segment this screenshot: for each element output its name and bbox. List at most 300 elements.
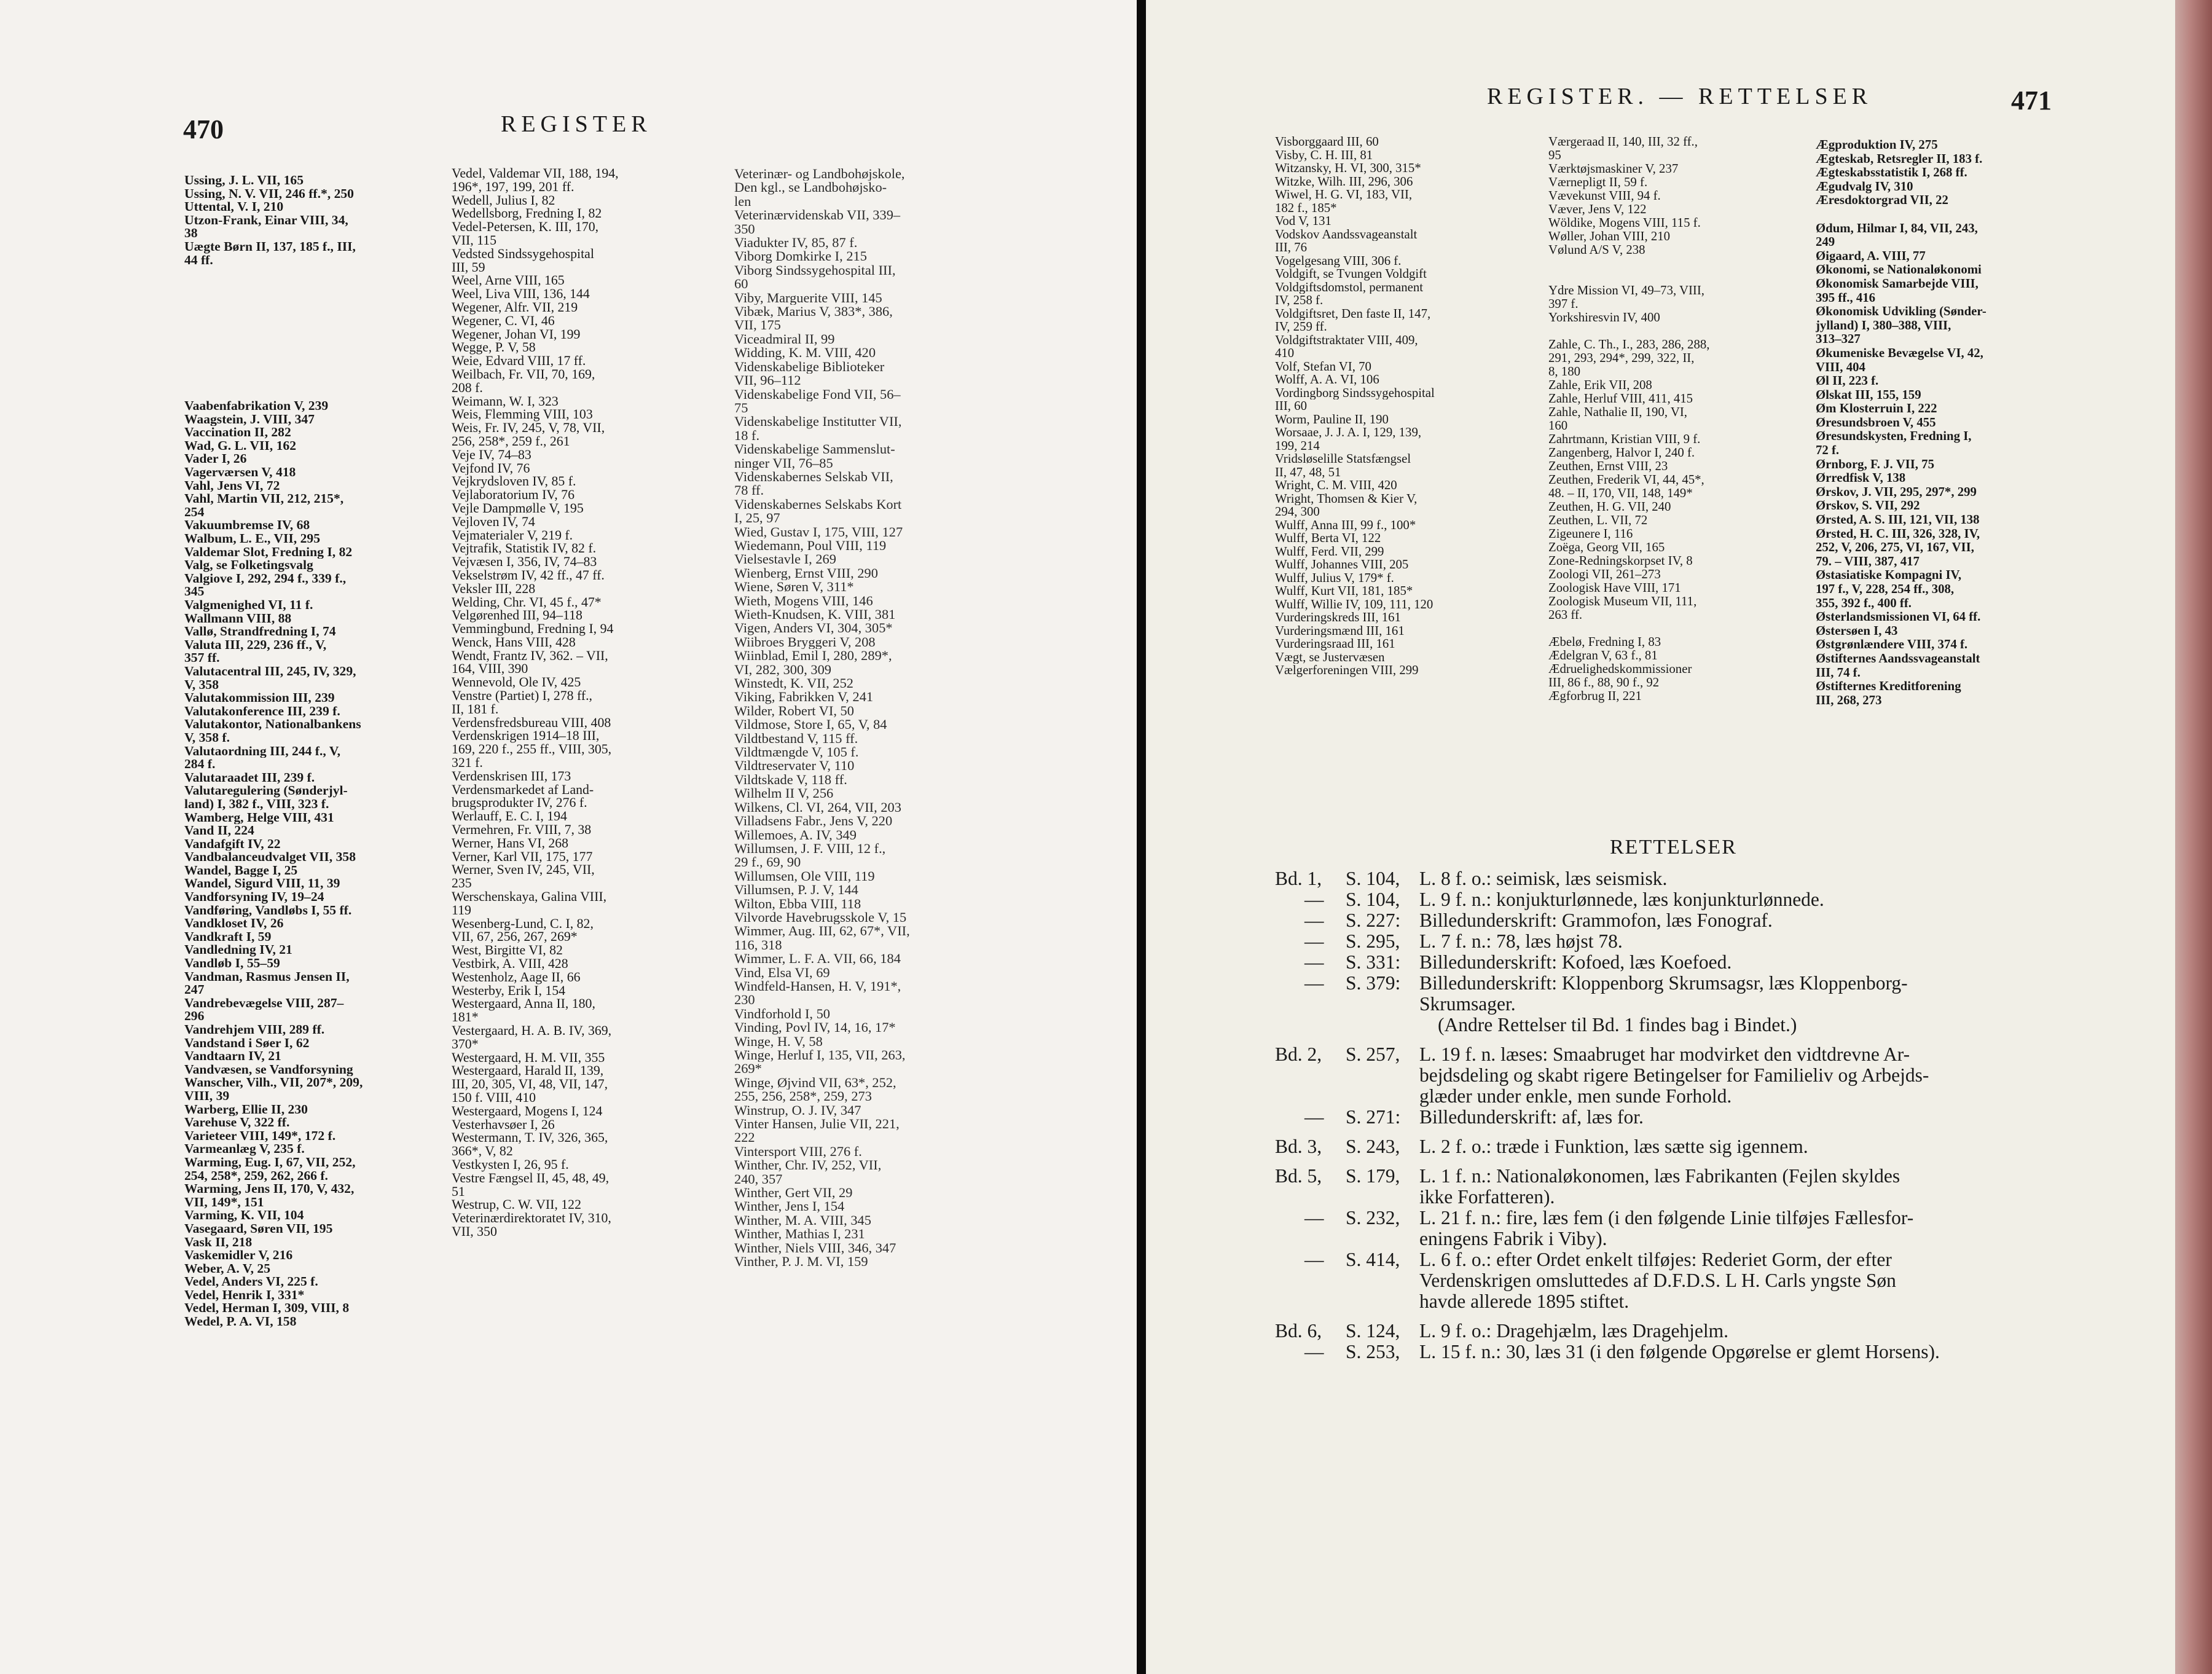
- index-entry: Wendt, Frantz IV, 362. – VII,: [452, 649, 608, 663]
- index-entry: 350: [734, 222, 755, 237]
- errata-line: Verdenskrigen omsluttedes af D.F.D.S. L H. Carls yngste Søn: [1419, 1270, 1896, 1291]
- index-entry: Verdensfredsbureau VIII, 408: [452, 716, 611, 730]
- index-entry: Wöldike, Mogens VIII, 115 f.: [1548, 216, 1701, 230]
- index-entry: Winge, H. V, 58: [734, 1034, 823, 1048]
- index-entry: 252, V, 206, 275, VI, 167, VII,: [1816, 541, 1974, 555]
- index-entry: Wulff, Julius V, 179* f.: [1275, 571, 1394, 584]
- errata-line: L. 9 f. n.: konjukturlønnede, læs konjunkturlønnede.: [1419, 889, 1824, 910]
- index-entry: Østgrønlændere VIII, 374 f.: [1816, 638, 1968, 652]
- index-entry: 249: [1816, 235, 1835, 250]
- index-entry: Weel, Liva VIII, 136, 144: [452, 288, 590, 301]
- index-entry: Vindforhold I, 50: [734, 1007, 830, 1021]
- index-entry: 240, 357: [734, 1172, 783, 1187]
- index-entry: Westenholz, Aage II, 66: [452, 970, 581, 984]
- index-column-4: [1275, 135, 1533, 677]
- index-entry: Øigaard, A. VIII, 77: [1816, 249, 1926, 263]
- index-entry: Worm, Pauline II, 190: [1275, 412, 1389, 426]
- index-entry: Videnskabelige Institutter VII,: [734, 415, 902, 429]
- errata-line: L. 19 f. n. læses: Smaabruget har modvirket den vidtdrevne Ar-: [1419, 1043, 1910, 1065]
- index-entry: Veterinærdirektoratet IV, 310,: [452, 1212, 611, 1225]
- index-entry: Wieth, Mogens VIII, 146: [734, 594, 873, 608]
- index-entry: VIII, 39: [184, 1089, 230, 1103]
- index-entry: Vestergaard, H. A. B. IV, 369,: [452, 1024, 612, 1038]
- index-entry: Vandløb I, 55–59: [184, 957, 280, 970]
- index-entry: Zahle, Herluf VIII, 411, 415: [1548, 392, 1693, 406]
- index-entry: 18 f.: [734, 428, 760, 443]
- index-entry: Vibæk, Marius V, 383*, 386,: [734, 305, 893, 319]
- index-entry: 255, 256, 258*, 259, 273: [734, 1090, 872, 1104]
- index-entry: Weie, Edvard VIII, 17 ff.: [452, 355, 586, 368]
- index-entry: Vridsløselille Statsfængsel: [1275, 452, 1411, 466]
- errata-volume: —: [1304, 1106, 1324, 1128]
- index-entry: Valutakontor, Nationalbankens: [184, 718, 361, 731]
- index-entry: Valutaordning III, 244 f., V,: [184, 744, 341, 758]
- index-entry: Vandvæsen, se Vandforsyning: [184, 1063, 353, 1077]
- index-entry: Zeuthen, Ernst VIII, 23: [1548, 460, 1668, 473]
- index-entry: [184, 387, 442, 400]
- index-entry: Wamberg, Helge VIII, 431: [184, 811, 334, 825]
- errata-text: [1419, 910, 2074, 931]
- errata-entry: [1275, 1208, 2074, 1249]
- index-entry: Værktøjsmaskiner V, 237: [1548, 162, 1679, 176]
- index-entry: Ægproduktion IV, 275: [1816, 138, 1938, 152]
- index-entry: 294, 300: [1275, 505, 1320, 519]
- errata-text: [1419, 868, 2074, 889]
- index-entry: Veterinærvidenskab VII, 339–: [734, 208, 901, 222]
- index-entry: Vedel-Petersen, K. III, 170,: [452, 221, 599, 234]
- errata-page: S. 179,: [1346, 1165, 1400, 1187]
- errata-line: L. 7 f. n.: 78, læs højst 78.: [1419, 930, 1623, 952]
- index-entry: Wulff, Ferd. VII, 299: [1275, 544, 1384, 558]
- index-entry: Vilvorde Havebrugsskole V, 15: [734, 910, 907, 925]
- index-entry: Vader I, 26: [184, 452, 247, 466]
- index-entry: Viby, Marguerite VIII, 145: [734, 291, 882, 305]
- index-entry: Ydre Mission VI, 49–73, VIII,: [1548, 284, 1704, 297]
- errata-volume: —: [1304, 972, 1324, 994]
- index-entry: Ædelgran V, 63 f., 81: [1548, 649, 1658, 662]
- errata-text: [1419, 1136, 2074, 1157]
- index-entry: Winge, Øjvind VII, 63*, 252,: [734, 1075, 896, 1090]
- index-entry: Verdenskrisen III, 173: [452, 769, 571, 784]
- index-entry: 284 f.: [184, 758, 216, 771]
- index-entry: Vandforsyning IV, 19–24: [184, 890, 324, 904]
- index-entry: Verdensmarkedet af Land-: [452, 783, 594, 797]
- index-entry: Wilhelm II V, 256: [734, 787, 834, 801]
- index-entry: Vagerværsen V, 418: [184, 466, 296, 479]
- index-entry: Wiibroes Bryggeri V, 208: [734, 635, 876, 650]
- index-entry: Wiedemann, Poul VIII, 119: [734, 538, 887, 553]
- index-entry: 313–327: [1816, 332, 1861, 347]
- index-entry: Vasegaard, Søren VII, 195: [184, 1222, 333, 1236]
- errata-text: [1419, 952, 2074, 973]
- index-entry: Wulff, Willie IV, 109, 111, 120: [1275, 597, 1433, 611]
- index-entry: Wright, C. M. VIII, 420: [1275, 479, 1397, 492]
- errata-entry: [1275, 1249, 2074, 1312]
- index-entry: Wilton, Ebba VIII, 118: [734, 897, 861, 911]
- index-entry: [1548, 622, 1806, 635]
- index-entry: III, 74 f.: [1816, 666, 1861, 680]
- index-entry: 160: [1548, 419, 1568, 433]
- index-entry: Viadukter IV, 85, 87 f.: [734, 236, 858, 250]
- index-entry: Winstrup, O. J. IV, 347: [734, 1103, 861, 1118]
- index-entry: Østasiatiske Kompagni IV,: [1816, 568, 1962, 583]
- index-entry: Vildmose, Store I, 65, V, 84: [734, 718, 887, 732]
- index-entry: Økonomisk Udvikling (Sønder-: [1816, 305, 1986, 319]
- index-entry: Waagstein, J. VIII, 347: [184, 412, 315, 426]
- index-entry: Wied, Gustav I, 175, VIII, 127: [734, 525, 903, 539]
- errata-page: S. 253,: [1346, 1341, 1400, 1362]
- index-entry: 366*, V, 82: [452, 1145, 513, 1158]
- index-entry: Vurderingskreds III, 161: [1275, 611, 1401, 624]
- errata-text: [1419, 1249, 2074, 1312]
- errata-volume: Bd. 5,: [1275, 1165, 1322, 1187]
- index-entry: Villadsens Fabr., Jens V, 220: [734, 814, 893, 828]
- index-entry: Vaccination II, 282: [184, 426, 291, 439]
- index-entry: Zoologisk Museum VII, 111,: [1548, 595, 1697, 608]
- index-entry: brugsprodukter IV, 276 f.: [452, 796, 587, 811]
- errata-line: L. 8 f. o.: seimisk, læs seismisk.: [1419, 868, 1668, 889]
- index-entry: Ægteskab, Retsregler II, 183 f.: [1816, 152, 1983, 166]
- index-entry: Vand II, 224: [184, 824, 254, 838]
- index-entry: 95: [1548, 149, 1561, 162]
- index-entry: Ørsted, A. S. III, 121, VII, 138: [1816, 513, 1980, 527]
- index-entry: 321 f.: [452, 756, 483, 770]
- index-entry: Witzansky, H. VI, 300, 315*: [1275, 162, 1421, 175]
- index-entry: [184, 333, 442, 347]
- index-entry: Zahle, Nathalie II, 190, VI,: [1548, 406, 1687, 419]
- errata-entry: [1275, 868, 2074, 889]
- index-entry: Walbum, L. E., VII, 295: [184, 532, 320, 546]
- errata-page: S. 271:: [1346, 1106, 1401, 1128]
- index-entry: Vedel, Henrik I, 331*: [184, 1288, 305, 1302]
- index-entry: Westergaard, Mogens I, 124: [452, 1104, 603, 1118]
- index-entry: Werlauff, E. C. I, 194: [452, 810, 567, 824]
- index-entry: Weel, Arne VIII, 165: [452, 274, 565, 288]
- index-entry: Øresundsbroen V, 455: [1816, 415, 1936, 430]
- index-entry: Wiwel, H. G. VI, 183, VII,: [1275, 188, 1413, 202]
- index-entry: Ølskat III, 155, 159: [1816, 388, 1921, 402]
- index-entry: 60: [734, 277, 748, 291]
- index-entry: Vind, Elsa VI, 69: [734, 965, 830, 980]
- errata-line: Billedunderskrift: Kloppenborg Skrumsagsr, læs Kloppenborg-: [1419, 972, 1908, 994]
- index-entry: Øresundskysten, Fredning I,: [1816, 430, 1972, 444]
- errata-page: S. 104,: [1346, 868, 1400, 889]
- index-column-1: [184, 174, 442, 1329]
- index-entry: 247: [184, 983, 205, 997]
- index-entry: Velgørenhed III, 94–118: [452, 609, 582, 623]
- index-entry: Volf, Stefan VI, 70: [1275, 360, 1371, 373]
- index-entry: Wenck, Hans VIII, 428: [452, 635, 576, 650]
- index-entry: Utzon-Frank, Einar VIII, 34,: [184, 213, 348, 227]
- index-entry: Vurderingsmænd III, 161: [1275, 624, 1405, 637]
- index-entry: Werschenskaya, Galina VIII,: [452, 890, 607, 904]
- errata-page: S. 295,: [1346, 930, 1400, 952]
- index-entry: Ægudvalg IV, 310: [1816, 179, 1913, 194]
- index-entry: Wallmann VIII, 88: [184, 611, 292, 626]
- index-entry: III, 60: [1275, 399, 1307, 413]
- index-entry: Vejlaboratorium IV, 76: [452, 489, 575, 502]
- index-entry: Weimann, W. I, 323: [452, 395, 559, 409]
- index-entry: Vakuumbremse IV, 68: [184, 519, 310, 533]
- index-entry: [184, 320, 442, 334]
- index-entry: 222: [734, 1131, 755, 1145]
- book-edge: [2175, 0, 2212, 1674]
- index-entry: Winther, M. A. VIII, 345: [734, 1213, 871, 1228]
- index-entry: 29 f., 69, 90: [734, 855, 801, 870]
- index-entry: 397 f.: [1548, 297, 1579, 311]
- index-entry: Vildtbestand V, 115 ff.: [734, 731, 858, 746]
- index-entry: Vægt, se Justervæsen: [1275, 650, 1385, 664]
- index-entry: Østifternes Aandssvageanstalt: [1816, 651, 1980, 666]
- errata-page: S. 331:: [1346, 951, 1401, 973]
- index-entry: 254: [184, 505, 205, 519]
- index-entry: Warberg, Ellie II, 230: [184, 1102, 308, 1117]
- index-entry: Wright, Thomsen & Kier V,: [1275, 492, 1418, 505]
- index-entry: 197 f., V, 228, 254 ff., 308,: [1816, 583, 1955, 596]
- index-entry: Vodskov Aandssvageanstalt: [1275, 227, 1418, 241]
- index-entry: Øl II, 223 f.: [1816, 374, 1879, 388]
- rettelser-heading: RETTELSER: [1610, 836, 1737, 859]
- index-entry: Vejkrydsloven IV, 85 f.: [452, 475, 576, 489]
- index-entry: Æresdoktorgrad VII, 22: [1816, 194, 1948, 208]
- index-entry: 410: [1275, 347, 1295, 360]
- index-entry: Valuta III, 229, 236 ff., V,: [184, 638, 327, 652]
- errata-text: [1419, 1321, 2074, 1342]
- index-entry: Zoologi VII, 261–273: [1548, 568, 1661, 581]
- index-entry: Zone-Redningskorpset IV, 8: [1548, 554, 1693, 568]
- index-entry: [184, 267, 442, 280]
- index-entry: IV, 258 f.: [1275, 294, 1324, 307]
- index-entry: Valdemar Slot, Fredning I, 82: [184, 545, 353, 559]
- errata-volume: Bd. 3,: [1275, 1136, 1322, 1157]
- index-entry: Vandbalanceudvalget VII, 358: [184, 851, 356, 864]
- index-entry: Ussing, N. V. VII, 246 ff.*, 250: [184, 187, 354, 201]
- index-entry: V, 358: [184, 678, 219, 692]
- index-entry: Wolff, A. A. VI, 106: [1275, 373, 1379, 387]
- index-entry: 208 f.: [452, 381, 483, 395]
- index-entry: Vedel, Herman I, 309, VIII, 8: [184, 1302, 350, 1316]
- index-entry: Villumsen, P. J. V, 144: [734, 883, 858, 897]
- index-entry: Widding, K. M. VIII, 420: [734, 346, 876, 360]
- index-entry: Vandkraft I, 59: [184, 930, 272, 944]
- index-entry: Vedel, Valdemar VII, 188, 194,: [452, 167, 619, 181]
- errata-text: [1419, 1107, 2074, 1128]
- index-entry: Veksler III, 228: [452, 582, 536, 596]
- errata-entry: [1275, 889, 2074, 910]
- index-entry: 79. – VIII, 387, 417: [1816, 554, 1920, 568]
- index-entry: Winther, Jens I, 154: [734, 1200, 845, 1214]
- index-entry: Vildtskade V, 118 ff.: [734, 772, 847, 787]
- index-entry: 75: [734, 401, 748, 415]
- errata-volume: —: [1304, 951, 1324, 973]
- errata-volume: —: [1304, 889, 1324, 910]
- index-entry: Zeuthen, L. VII, 72: [1548, 514, 1648, 527]
- index-entry: Wieth-Knudsen, K. VIII, 381: [734, 608, 896, 622]
- index-entry: III, 59: [452, 261, 485, 275]
- index-entry: Yorkshiresvin IV, 400: [1548, 311, 1660, 324]
- index-entry: Wegener, C. VI, 46: [452, 314, 555, 328]
- errata-line: eningens Fabrik i Viby).: [1419, 1228, 1607, 1249]
- index-entry: Valutaraadet III, 239 f.: [184, 771, 315, 785]
- index-entry: Økonomisk Samarbejde VIII,: [1816, 277, 1979, 291]
- index-entry: Vestkysten I, 26, 95 f.: [452, 1158, 569, 1172]
- index-entry: Vedel, Anders VI, 225 f.: [184, 1275, 318, 1289]
- index-entry: Viceadmiral II, 99: [734, 332, 835, 347]
- index-entry: Vigen, Anders VI, 304, 305*: [734, 621, 893, 635]
- index-entry: Venstre (Partiet) I, 278 ff.,: [452, 690, 593, 703]
- errata-page: S. 414,: [1346, 1249, 1400, 1270]
- index-entry: Vintersport VIII, 276 f.: [734, 1144, 862, 1159]
- index-entry: Vahl, Jens VI, 72: [184, 479, 280, 493]
- running-head-left: REGISTER: [501, 111, 652, 137]
- index-entry: Valutaregulering (Sønderjyl-: [184, 784, 348, 798]
- index-entry: Westermann, T. IV, 326, 365,: [452, 1131, 608, 1145]
- index-entry: Werner, Sven IV, 245, VII,: [452, 863, 595, 878]
- index-entry: Vurderingsraad III, 161: [1275, 637, 1395, 651]
- index-entry: Vandledning IV, 21: [184, 943, 292, 957]
- index-entry: 345: [184, 585, 205, 599]
- errata-page: S. 124,: [1346, 1320, 1400, 1342]
- index-entry: Valutakonference III, 239 f.: [184, 704, 340, 718]
- index-entry: Zoologisk Have VIII, 171: [1548, 581, 1681, 595]
- index-entry: Værnepligt II, 59 f.: [1548, 176, 1648, 189]
- errata-text: [1419, 973, 2074, 1035]
- index-entry: Vaskemidler V, 216: [184, 1249, 293, 1262]
- index-entry: Vandrebevægelse VIII, 287–: [184, 996, 344, 1010]
- index-entry: Vestre Fængsel II, 45, 48, 49,: [452, 1171, 610, 1185]
- index-entry: Weis, Fr. IV, 245, V, 78, VII,: [452, 422, 605, 435]
- index-entry: VI, 282, 300, 309: [734, 662, 831, 677]
- errata-line: Skrumsager.: [1419, 993, 1516, 1015]
- index-entry: Willumsen, Ole VIII, 119: [734, 869, 875, 884]
- index-entry: Verner, Karl VII, 175, 177: [452, 850, 593, 864]
- index-entry: Wegener, Alfr. VII, 219: [452, 301, 578, 315]
- index-entry: [1548, 257, 1806, 270]
- index-entry: Ørsted, H. C. III, 326, 328, IV,: [1816, 527, 1980, 541]
- index-entry: Wimmer, L. F. A. VII, 66, 184: [734, 952, 901, 966]
- index-entry: Vestbirk, A. VIII, 428: [452, 957, 568, 971]
- errata-line: L. 1 f. n.: Nationaløkonomen, læs Fabrikanten (Fejlen skyldes: [1419, 1165, 1900, 1187]
- index-entry: 256, 258*, 259 f., 261: [452, 434, 570, 449]
- index-entry: Varmeanlæg V, 235 f.: [184, 1142, 305, 1156]
- errata-line: bejdsdeling og skabt rigere Betingelser for Familieliv og Arbejds-: [1419, 1064, 1929, 1086]
- index-entry: Øm Klosterruin I, 222: [1816, 402, 1937, 416]
- index-entry: Ægteskabsstatistik I, 268 ff.: [1816, 166, 1967, 180]
- index-entry: 182 f., 185*: [1275, 201, 1337, 214]
- index-entry: Værgeraad II, 140, III, 32 ff.,: [1548, 135, 1698, 149]
- index-entry: Vielsestavle I, 269: [734, 552, 836, 567]
- index-entry: Voldgiftsret, Den faste II, 147,: [1275, 307, 1431, 320]
- index-entry: Viking, Fabrikken V, 241: [734, 690, 874, 704]
- index-entry: [184, 373, 442, 387]
- index-entry: VII, 175: [734, 318, 781, 332]
- errata-line: Billedunderskrift: af, læs for.: [1419, 1106, 1644, 1128]
- index-entry: Østerlandsmissionen VI, 64 ff.: [1816, 610, 1981, 624]
- errata-line: L. 21 f. n.: fire, læs fem (i den følgende Linie tilføjes Fællesfor-: [1419, 1207, 1914, 1228]
- index-entry: Wandel, Sigurd VIII, 11, 39: [184, 877, 340, 891]
- index-entry: West, Birgitte VI, 82: [452, 944, 563, 958]
- index-entry: III, 20, 305, VI, 48, VII, 147,: [452, 1078, 608, 1091]
- index-entry: Wesenberg-Lund, C. I, 82,: [452, 917, 594, 931]
- index-entry: Videnskabelige Fond VII, 56–: [734, 387, 901, 401]
- index-entry: 150 f. VIII, 410: [452, 1091, 536, 1105]
- errata-page: S. 379:: [1346, 972, 1401, 994]
- index-entry: Vandtaarn IV, 21: [184, 1050, 281, 1063]
- index-entry: Westergaard, H. M. VII, 355: [452, 1051, 605, 1065]
- index-entry: Ørredfisk V, 138: [1816, 471, 1906, 485]
- errata-line: Billedunderskrift: Kofoed, læs Koefoed.: [1419, 951, 1732, 973]
- index-entry: land) I, 382 f., VIII, 323 f.: [184, 797, 329, 811]
- index-entry: 370*: [452, 1037, 479, 1051]
- errata-volume: —: [1304, 930, 1324, 952]
- index-entry: Varieteer VIII, 149*, 172 f.: [184, 1129, 336, 1143]
- index-entry: Valgiove I, 292, 294 f., 339 f.,: [184, 572, 347, 586]
- index-entry: VII, 350: [452, 1225, 497, 1239]
- index-entry: Videnskabelige Biblioteker: [734, 360, 885, 374]
- errata-line: ikke Forfatteren).: [1419, 1186, 1555, 1208]
- index-entry: I, 25, 97: [734, 511, 780, 525]
- index-entry: Vekselstrøm IV, 42 ff., 47 ff.: [452, 568, 605, 583]
- index-entry: Visby, C. H. III, 81: [1275, 148, 1373, 162]
- index-column-2: [452, 167, 722, 1239]
- index-entry: Wulff, Berta VI, 122: [1275, 532, 1381, 545]
- index-entry: 8, 180: [1548, 365, 1580, 379]
- errata-volume: Bd. 1,: [1275, 868, 1322, 889]
- index-entry: Zeuthen, Frederik VI, 44, 45*,: [1548, 473, 1704, 487]
- index-entry: Witzke, Wilh. III, 296, 306: [1275, 175, 1413, 188]
- index-entry: Winther, Mathias I, 231: [734, 1227, 865, 1241]
- errata-volume: Bd. 2,: [1275, 1043, 1322, 1065]
- index-entry: Vejmaterialer V, 219 f.: [452, 529, 573, 543]
- index-entry: Wulff, Johannes VIII, 205: [1275, 558, 1409, 572]
- index-entry: Vahl, Martin VII, 212, 215*,: [184, 492, 344, 506]
- errata-line: havde allerede 1895 stiftet.: [1419, 1291, 1630, 1312]
- index-entry: Wedel, P. A. VI, 158: [184, 1315, 297, 1329]
- index-entry: Winther, Niels VIII, 346, 347: [734, 1241, 896, 1256]
- index-entry: Ørskov, J. VII, 295, 297*, 299: [1816, 485, 1977, 499]
- errata-line: L. 9 f. o.: Dragehjælm, læs Dragehjelm.: [1419, 1320, 1729, 1342]
- index-entry: Wienberg, Ernst VIII, 290: [734, 566, 878, 581]
- index-entry: Wimmer, Aug. III, 62, 67*, VII,: [734, 924, 910, 938]
- index-entry: Vandman, Rasmus Jensen II,: [184, 970, 350, 984]
- index-entry: Wilder, Robert VI, 50: [734, 704, 854, 718]
- index-entry: Wøller, Johan VIII, 210: [1548, 230, 1671, 243]
- index-entry: Videnskabernes Selskab VII,: [734, 470, 893, 484]
- index-entry: 291, 293, 294*, 299, 322, II,: [1548, 352, 1695, 365]
- index-entry: VII, 115: [452, 234, 497, 248]
- index-entry: Winther, Chr. IV, 252, VII,: [734, 1158, 882, 1173]
- errata-line: L. 6 f. o.: efter Ordet enkelt tilføjes: Rederiet Gorm, der efter: [1419, 1249, 1892, 1270]
- running-head-right: REGISTER. — RETTELSER: [1487, 84, 1873, 109]
- index-entry: Ægforbrug II, 221: [1548, 690, 1642, 703]
- index-entry: Willemoes, A. IV, 349: [734, 828, 857, 842]
- index-entry: Wilkens, Cl. VI, 264, VII, 203: [734, 800, 901, 815]
- index-entry: Ørskov, S. VII, 292: [1816, 499, 1920, 513]
- index-entry: Varehuse V, 322 ff.: [184, 1116, 290, 1130]
- index-entry: Vinter Hansen, Julie VII, 221,: [734, 1117, 900, 1131]
- errata-line: (Andre Rettelser til Bd. 1 findes bag i Bindet.): [1438, 1014, 1797, 1035]
- errata-page: S. 243,: [1346, 1136, 1400, 1157]
- index-entry: 196*, 197, 199, 201 ff.: [452, 180, 575, 194]
- index-entry: Vejvæsen I, 356, IV, 74–83: [452, 556, 597, 569]
- index-entry: Vandføring, Vandløbs I, 55 ff.: [184, 903, 352, 918]
- index-entry: Væver, Jens V, 122: [1548, 203, 1647, 216]
- index-entry: 235: [452, 877, 472, 891]
- index-entry: Welding, Chr. VI, 45 f., 47*: [452, 595, 602, 610]
- index-entry: Voldgiftstraktater VIII, 409,: [1275, 333, 1418, 347]
- index-entry: Ussing, J. L. VII, 165: [184, 174, 304, 187]
- index-entry: VII, 96–112: [734, 374, 801, 388]
